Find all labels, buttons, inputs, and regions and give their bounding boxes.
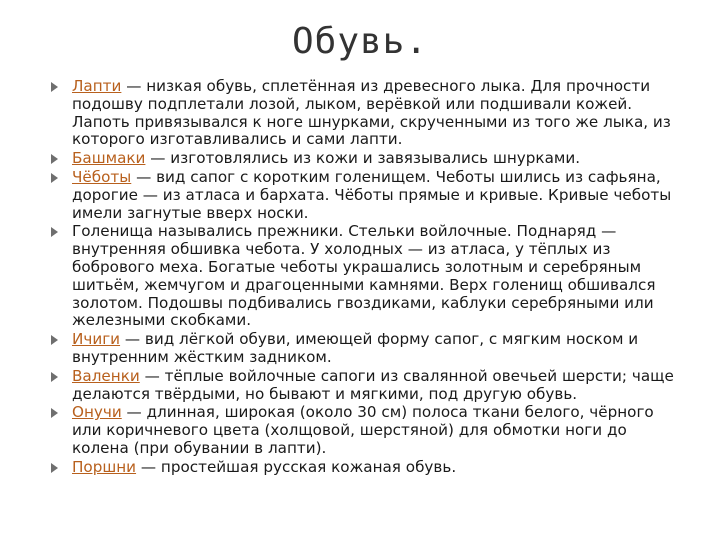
triangle-right-icon xyxy=(51,408,58,418)
list-item xyxy=(0,78,720,149)
list-item xyxy=(0,223,720,330)
term-link[interactable]: Чёботы xyxy=(72,167,132,186)
item-text: — тёплые войлочные сапоги из свалянной овечьей шерсти; чаще делаются твёрдыми, но бывают и мягкими, под другую обувь. xyxy=(72,366,674,403)
item-text: — вид сапог с коротким голенищем. Чеботы шились из сафьяна, дорогие — из атласа и бархата. Чёботы прямые и кривые. Кривые чеботы имели загнутые вверх носки. xyxy=(72,167,672,222)
list-item xyxy=(0,368,720,404)
item-text: — простейшая русская кожаная обувь. xyxy=(136,457,457,476)
triangle-right-icon xyxy=(51,173,58,183)
term-link[interactable]: Валенки xyxy=(72,366,140,385)
list-item xyxy=(0,404,720,457)
bullet-list xyxy=(0,78,720,477)
term-link[interactable]: Онучи xyxy=(72,403,122,422)
triangle-right-icon xyxy=(51,372,58,382)
triangle-right-icon xyxy=(51,82,58,92)
slide-title: Обувь. xyxy=(291,21,429,62)
triangle-right-icon xyxy=(51,154,58,164)
item-text: — вид лёгкой обуви, имеющей форму сапог, с мягким носком и внутренним жёстким задником. xyxy=(72,330,639,366)
item-text: — изготовлялись из кожи и завязывались шнурками. xyxy=(145,149,581,168)
term-link[interactable]: Ичиги xyxy=(72,330,121,349)
term-link[interactable]: Башмаки xyxy=(72,149,146,168)
item-text: — длинная, широкая (около 30 см) полоса ткани белого, чёрного или коричневого цвета (холщовой, шерстяной) для обмотки ноги до колена (при обувании в лапти). xyxy=(72,403,654,457)
list-item xyxy=(0,331,720,367)
item-text: Голенища назывались прежники. Стельки войлочные. Поднаряд — внутренняя обшивка чебота. У холодных — из атласа, у тёплых из бобрового меха. Богатые чеботы украшались золотным и серебряным шитьём, жемчугом и драгоценными камнями. Верх голенищ обшивался золотом. Подошвы подбивались гвоздиками, каблуки серебряными или железными скобками. xyxy=(72,222,656,330)
list-item xyxy=(0,150,720,168)
term-link[interactable]: Поршни xyxy=(72,457,137,476)
triangle-right-icon xyxy=(51,335,58,345)
list-item xyxy=(0,169,720,222)
triangle-right-icon xyxy=(51,227,58,237)
term-link[interactable]: Лапти xyxy=(72,77,122,95)
item-text: — низкая обувь, сплетённая из древесного лыка. Для прочности подошву подплетали лозой, лыком, верёвкой или подшивали кожей. Лапоть привязывался к ноге шнурками, скрученными из того же лыка, из которого изготавливались и сами лапти. xyxy=(72,77,671,149)
triangle-right-icon xyxy=(51,463,58,473)
list-item xyxy=(0,459,720,477)
